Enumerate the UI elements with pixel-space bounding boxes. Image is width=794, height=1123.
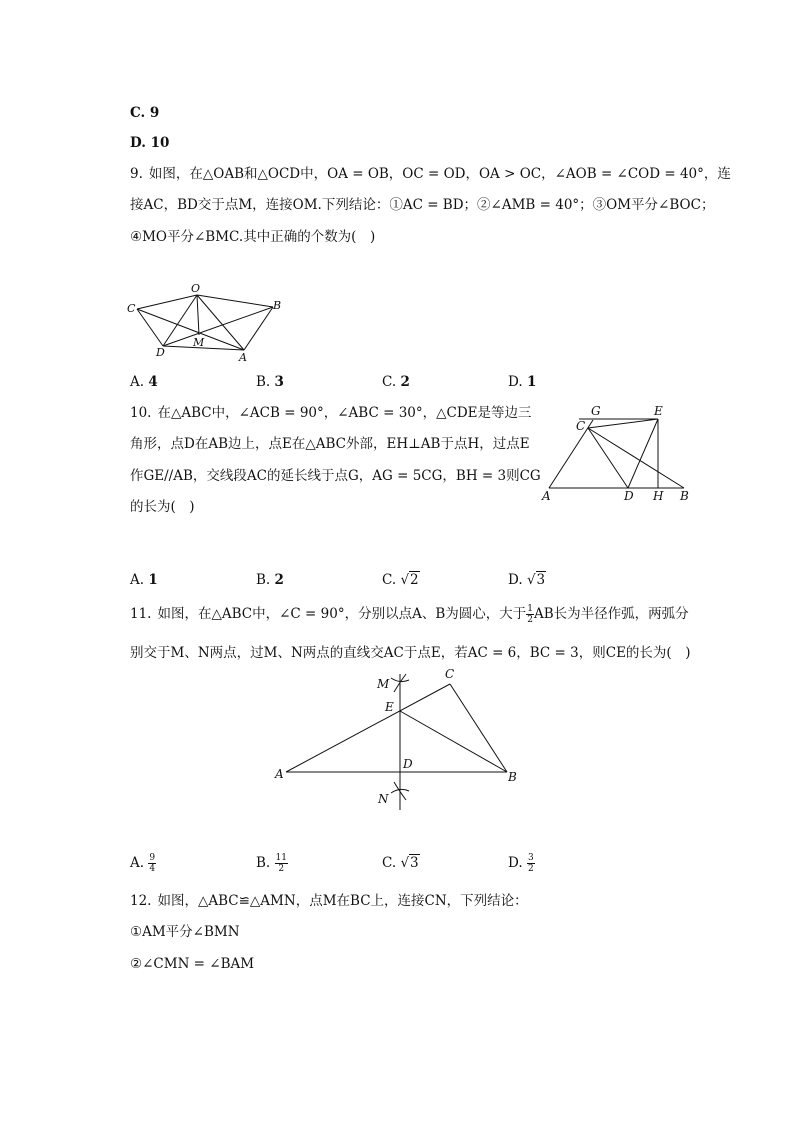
- q9-text-line1: 9. 如图，在△OAB和△OCD中，OA = OB，OC = OD，OA > OC，∠AOB = ∠COD = 40°，连: [130, 166, 731, 182]
- q9-number: 9.: [130, 166, 143, 182]
- q11-number: 11.: [130, 606, 152, 622]
- q9-text-line3: ④MO平分∠BMC.其中正确的个数为( ): [130, 229, 376, 245]
- q11-label-d: D: [403, 757, 413, 771]
- q11-choice-c: C. √3: [382, 855, 419, 871]
- q10-choice-c-sqrt: √2: [400, 572, 419, 588]
- q9-figure: [120, 280, 290, 365]
- q9-label-c: C: [127, 302, 136, 315]
- q10-segment-cb: [588, 428, 684, 488]
- q9-segment-cd: [137, 309, 163, 346]
- q10-segment-de: [628, 419, 658, 488]
- q11-label-b: B: [508, 770, 517, 784]
- q11-choice-a: A. $\frac{9}{4}$: [130, 853, 156, 874]
- q11-label-n: N: [378, 792, 389, 806]
- q11-fraction: $\frac{1}{2}$: [527, 604, 533, 625]
- q10-text-line3: 作GE//AB，交线段AC的延长线于点G，AG = 5CG，BH = 3则CG: [130, 468, 541, 484]
- q9-segment-om: [197, 295, 199, 335]
- q9-label-m: M: [193, 336, 205, 349]
- q10-choice-b: B. 2: [256, 572, 284, 588]
- q9-label-d: D: [156, 346, 165, 359]
- q10-text-line1: 10. 在△ABC中，∠ACB = 90°，∠ABC = 30°，△CDE是等边三: [130, 405, 532, 421]
- q11-choice-c-sqrt: √3: [400, 855, 419, 871]
- q10-choice-a: A. 1: [130, 572, 158, 588]
- q9-label-a: A: [239, 351, 247, 364]
- prev-option-d: D. 10: [130, 135, 170, 151]
- q9-segment-co: [137, 295, 197, 309]
- q10-figure: [538, 400, 698, 510]
- q10-number: 10.: [130, 405, 152, 421]
- q9-text-line2: 接AC，BD交于点M，连接OM.下列结论：①AC = BD；②∠AMB = 40°；③OM平分∠BOC；: [130, 197, 715, 213]
- q11-label-a: A: [275, 767, 284, 781]
- q10-segment-ce: [588, 419, 658, 428]
- q9-segment-ba: [244, 307, 273, 350]
- q9-choice-b: B. 3: [256, 374, 284, 390]
- q10-label-e: E: [654, 404, 663, 418]
- q10-label-g: G: [591, 404, 601, 418]
- q11-figure: [270, 662, 525, 817]
- q10-text-line2: 角形，点D在AB边上，点E在△ABC外部，EH⊥AB于点H，过点E: [130, 436, 530, 452]
- q9-label-o: O: [191, 282, 201, 295]
- q10-choice-d-sqrt: √3: [526, 572, 546, 588]
- q10-choice-c: C. √2: [382, 572, 419, 588]
- q11-text-line1: 11. 如图，在△ABC中，∠C = 90°，分别以点A、B为圆心，大于 $\frac{1}{2}$ AB长为半径作弧，两弧分: [130, 604, 689, 625]
- q11-segment-eb: [400, 711, 507, 772]
- q11-text-line2: 别交于M、N两点，过M、N两点的直线交AC于点E，若AC = 6，BC = 3，则CE的长为( ): [130, 645, 691, 661]
- q10-label-b: B: [680, 489, 689, 503]
- q10-segment-ag: [549, 420, 593, 488]
- q10-label-h: H: [653, 489, 664, 503]
- q12-number: 12.: [130, 893, 152, 909]
- q9-choice-c: C. 2: [382, 374, 410, 390]
- q10-segment-cd: [588, 428, 628, 488]
- q11-label-m: M: [377, 677, 390, 691]
- q11-segment-ac: [286, 684, 450, 772]
- prev-option-c: C. 9: [130, 105, 160, 121]
- q11-label-c: C: [445, 667, 455, 681]
- q10-label-c: C: [576, 419, 586, 433]
- q12-item-2: ②∠CMN = ∠BAM: [130, 956, 255, 972]
- q10-choice-d: D. √3: [508, 572, 546, 588]
- q10-label-a: A: [542, 489, 551, 503]
- q9-choice-a: A. 4: [130, 374, 158, 390]
- q9-segment-ob: [197, 295, 273, 307]
- q9-choice-d: D. 1: [508, 374, 537, 390]
- q11-choice-d: D. $\frac{3}{2}$: [508, 853, 534, 874]
- q10-text-line4: 的长为( ): [130, 499, 195, 515]
- q12-item-1: ①AM平分∠BMN: [130, 924, 240, 940]
- q11-segment-cb: [450, 684, 507, 772]
- q9-segment-ac: [137, 309, 244, 350]
- q9-label-b: B: [273, 299, 282, 312]
- q12-text-line1: 12. 如图，△ABC≌△AMN，点M在BC上，连接CN，下列结论：: [130, 893, 528, 909]
- q11-label-e: E: [385, 700, 394, 714]
- q11-choice-b: B. $\frac{11}{2}$: [256, 853, 287, 874]
- q10-label-d: D: [624, 489, 634, 503]
